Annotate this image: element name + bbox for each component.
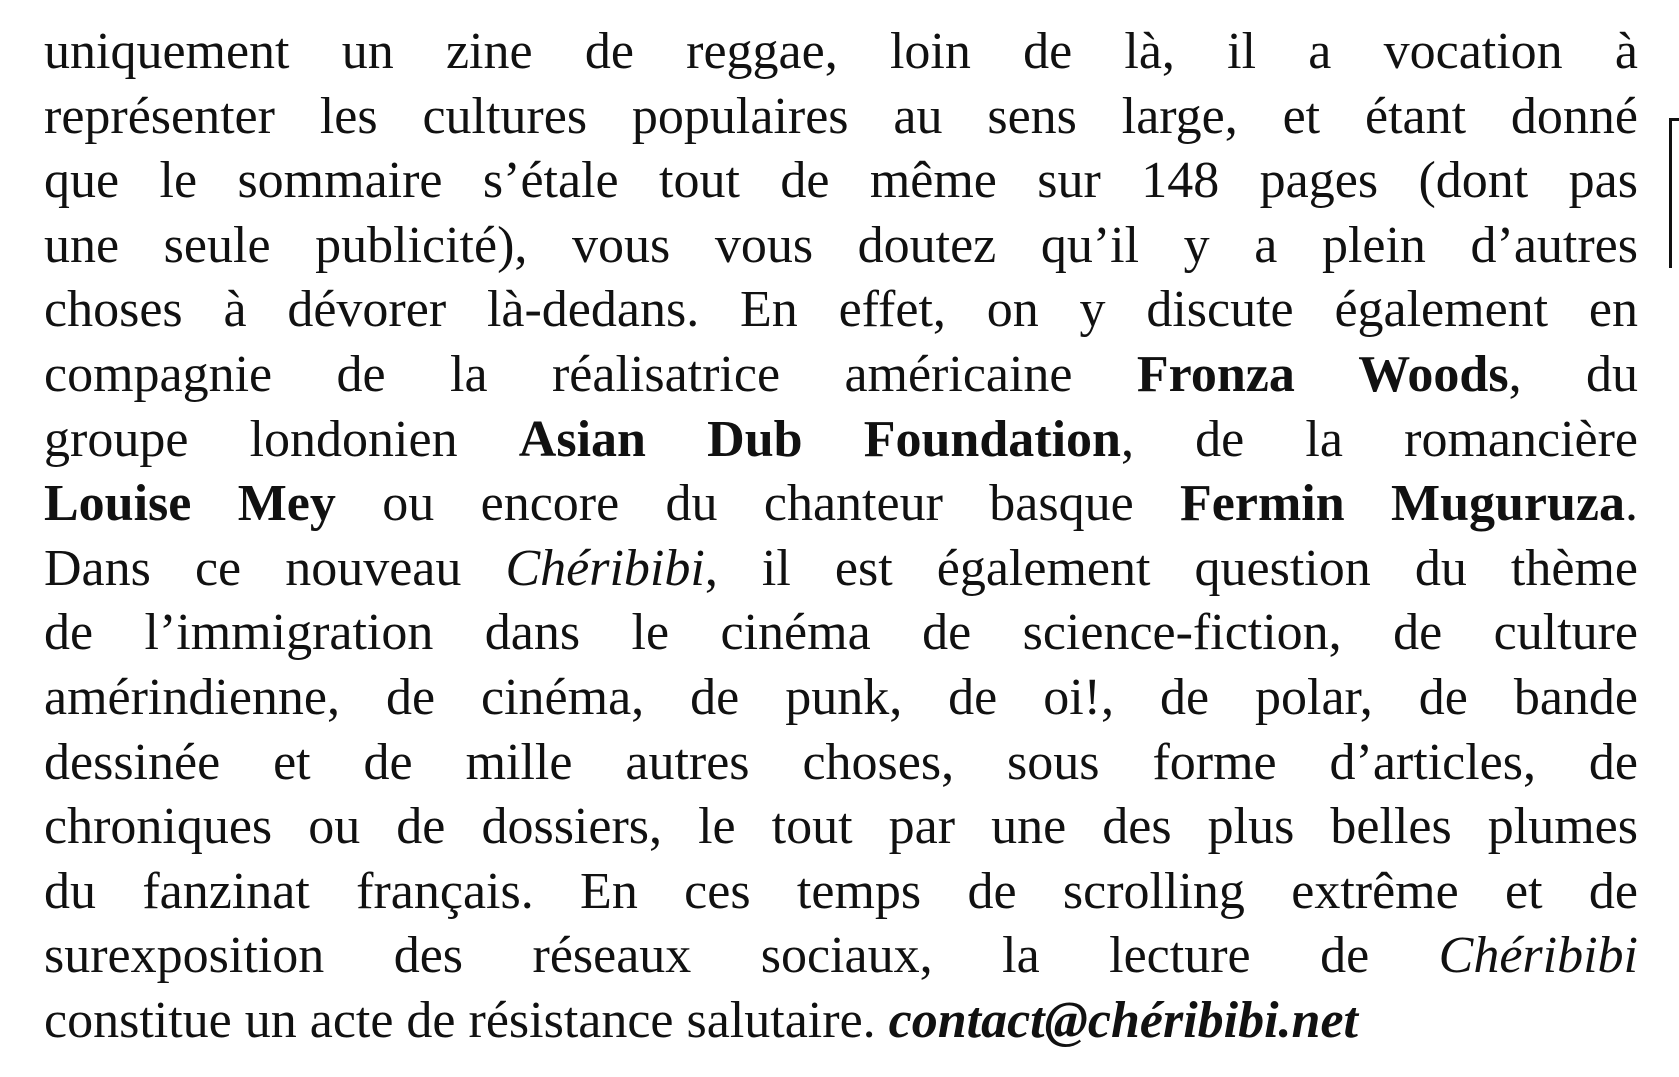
text-line-1: uniquement un zine de reggae, loin de là, il a vocation à — [44, 23, 1638, 80]
name-asian-dub-foundation: Asian Dub Foundation — [518, 410, 1121, 468]
text-line-13: chroniques ou de dossiers, le tout par une des plus belles plumes — [44, 798, 1638, 856]
text-line-11: amérindienne, de cinéma, de punk, de oi!, de polar, de bande — [44, 668, 1638, 726]
title-cheribibi: Chéribibi — [1438, 927, 1638, 985]
contact-email: contact@chéribibi.net — [888, 991, 1359, 1049]
text-line-16: constitue un acte de résistance salutaire. contact@chéribibi.net — [44, 991, 1359, 1049]
text-line-12: dessinée et de mille autres choses, sous forme d’articles, de — [44, 733, 1638, 791]
title-cheribibi: Chéribibi — [505, 539, 705, 597]
text-line-6: compagnie de la réalisatrice américaine Fronza Woods, du — [44, 345, 1639, 403]
text-line-7: groupe londonien Asian Dub Foundation, de la romancière — [44, 410, 1638, 468]
text-line-10: de l’immigration dans le cinéma de science-fiction, de culture — [44, 604, 1638, 662]
text-line-14: du fanzinat français. En ces temps de scrolling extrême et de — [44, 862, 1638, 920]
name-fermin-muguruza: Fermin Muguruza — [1180, 475, 1625, 533]
text-line-9: Dans ce nouveau Chéribibi, il est également question du thème — [44, 539, 1638, 597]
text-line-5: choses à dévorer là-dedans. En effet, on y discute également en — [44, 281, 1638, 339]
name-fronza-woods: Fronza Woods — [1136, 345, 1509, 403]
text-line-8: Louise Mey ou encore du chanteur basque Fermin Muguruza. — [44, 475, 1638, 533]
text-line-2: représenter les cultures populaires au sens large, et étant donné — [44, 87, 1638, 145]
text-line-4: une seule publicité), vous vous doutez qu’il y a plein d’autres — [44, 216, 1638, 274]
page-edge-mark — [1669, 118, 1679, 268]
name-louise-mey: Louise Mey — [44, 475, 336, 533]
text-line-15: surexposition des réseaux sociaux, la lecture de Chéribibi — [44, 927, 1638, 985]
article-text — [44, 20, 1638, 1054]
text-line-3: que le sommaire s’étale tout de même sur 148 pages (dont pas — [44, 152, 1638, 210]
